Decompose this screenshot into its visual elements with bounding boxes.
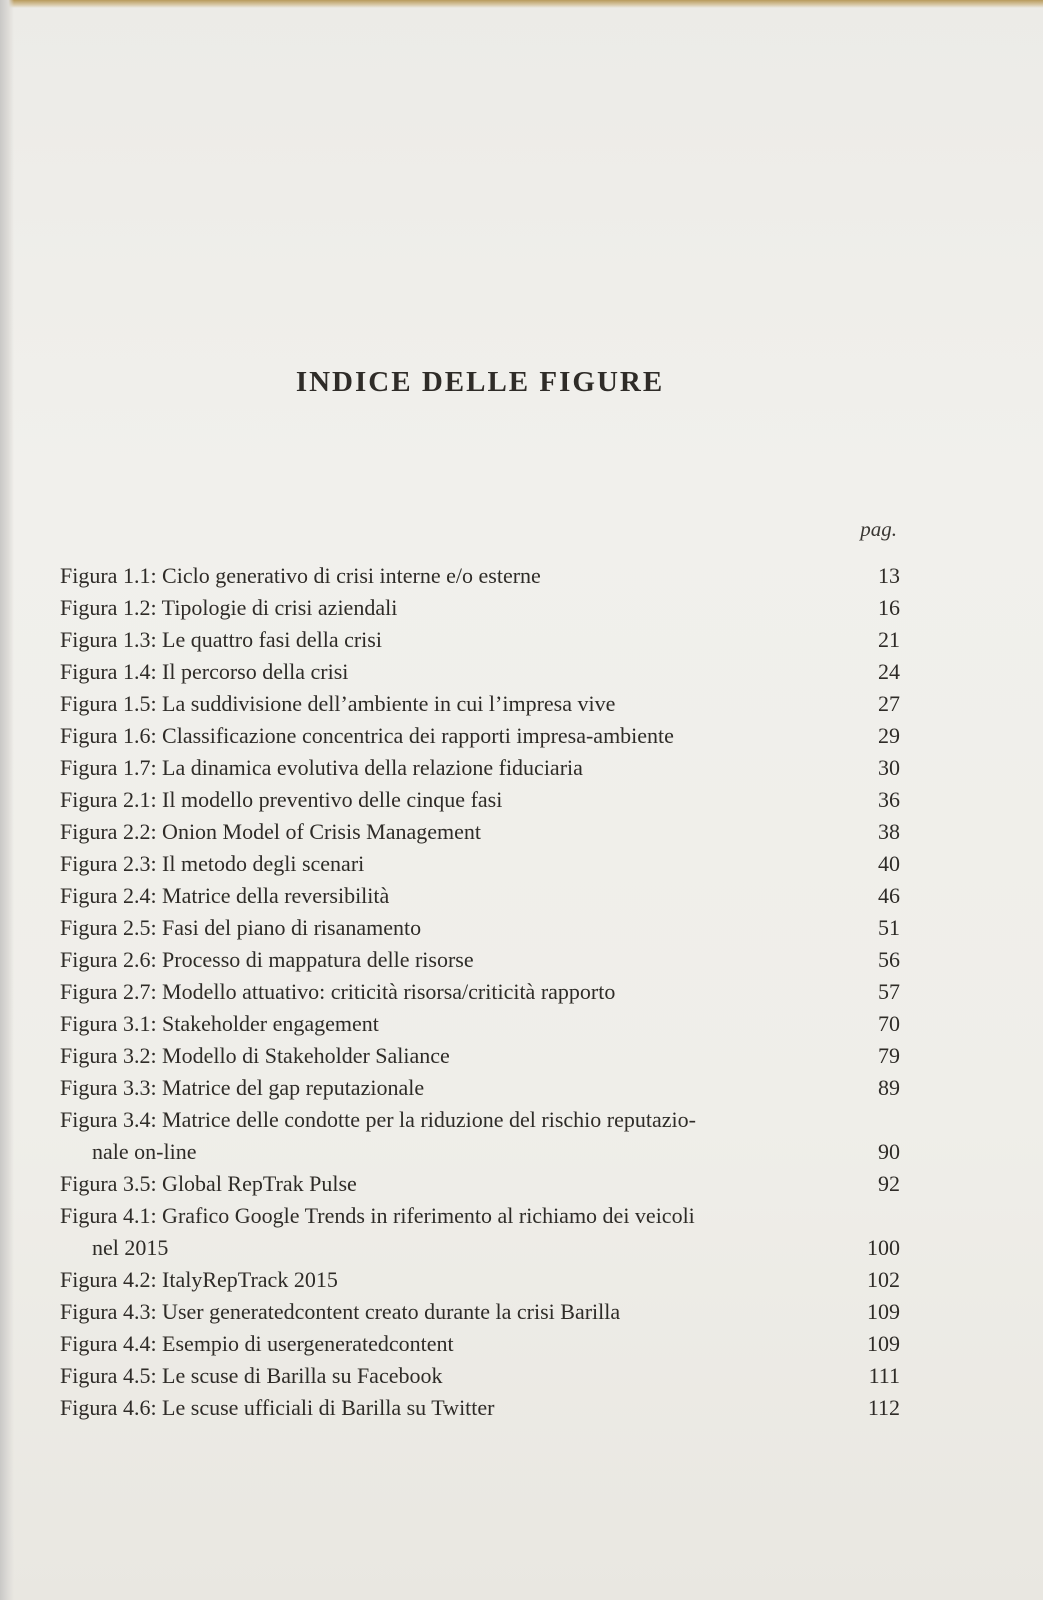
figure-entry-text — [60, 688, 840, 720]
figure-entry-label: Figura 3.2: Modello di Stakeholder Saliance — [60, 1043, 450, 1068]
figure-entry-label: Figura 2.4: Matrice della reversibilità — [60, 883, 390, 908]
figure-entry-text — [60, 1104, 840, 1168]
figure-index-entry — [60, 656, 900, 688]
figure-entry-label: Figura 4.2: ItalyRepTrack 2015 — [60, 1267, 338, 1292]
figure-entry-page-number: 79 — [878, 1043, 900, 1068]
figure-entry-page-number: 13 — [878, 563, 900, 588]
figure-entry-text — [60, 1168, 840, 1200]
figure-index-entry — [60, 688, 900, 720]
figure-entry-page-number: 102 — [867, 1267, 900, 1292]
figure-entry-page-number: 36 — [878, 787, 900, 812]
figure-entry-page-number: 51 — [878, 915, 900, 940]
figure-entry-page-number: 16 — [878, 595, 900, 620]
figure-entry-label: Figura 3.1: Stakeholder engagement — [60, 1011, 379, 1036]
figure-entry-text — [60, 1072, 840, 1104]
figure-index-entry — [60, 1040, 900, 1072]
figure-index-entry — [60, 1168, 900, 1200]
figure-entry-page-number: 29 — [878, 723, 900, 748]
figure-entry-text — [60, 1296, 840, 1328]
figure-entry-label: Figura 1.2: Tipologie di crisi aziendali — [60, 595, 398, 620]
figure-entry-page-number: 57 — [878, 979, 900, 1004]
figure-index-entry — [60, 944, 900, 976]
figure-entry-text — [60, 1040, 840, 1072]
figure-entry-page-number: 109 — [867, 1299, 900, 1324]
figure-index-entry — [60, 1296, 900, 1328]
figure-entry-page-number: 24 — [878, 659, 900, 684]
page-binding-shadow — [0, 0, 14, 1600]
figure-entry-label: Figura 2.3: Il metodo degli scenari — [60, 851, 365, 876]
figure-entry-label: Figura 2.5: Fasi del piano di risanamento — [60, 915, 422, 940]
figure-entry-page-number: 109 — [867, 1331, 900, 1356]
figure-entry-text — [60, 560, 840, 592]
figure-index-entry — [60, 912, 900, 944]
figure-entry-page-number: 89 — [878, 1075, 900, 1100]
figure-entry-label: Figura 4.5: Le scuse di Barilla su Facebook — [60, 1363, 443, 1388]
figure-entry-label: Figura 3.4: Matrice delle condotte per la riduzione del rischio reputazio- — [60, 1107, 696, 1132]
figure-index-entry — [60, 720, 900, 752]
figure-entry-label: Figura 2.7: Modello attuativo: criticità risorsa/criticità rapporto — [60, 979, 616, 1004]
figure-index-entry — [60, 560, 900, 592]
figure-index-entry — [60, 976, 900, 1008]
figure-entry-text — [60, 592, 840, 624]
figure-entry-page-number: 40 — [878, 851, 900, 876]
figure-entry-text — [60, 880, 840, 912]
figure-entry-page-number: 21 — [878, 627, 900, 652]
figure-index-entry — [60, 1264, 900, 1296]
page-title: INDICE DELLE FIGURE — [295, 366, 665, 398]
figure-entry-page-number: 111 — [868, 1363, 900, 1388]
figure-entry-page-number: 56 — [878, 947, 900, 972]
figure-entry-text — [60, 752, 840, 784]
figure-entry-label: Figura 4.1: Grafico Google Trends in riferimento al richiamo dei veicoli — [60, 1203, 695, 1228]
figure-index-entry — [60, 1360, 900, 1392]
figure-entry-label: Figura 2.6: Processo di mappatura delle risorse — [60, 947, 474, 972]
figure-entry-label: Figura 4.3: User generatedcontent creato durante la crisi Barilla — [60, 1299, 621, 1324]
figure-entry-label-continuation: nel 2015 — [92, 1235, 169, 1260]
figure-index-entry — [60, 624, 900, 656]
figure-entry-page-number: 30 — [878, 755, 900, 780]
figure-index-entry — [60, 816, 900, 848]
figure-entry-page-number: 27 — [878, 691, 900, 716]
figure-index-entry — [60, 848, 900, 880]
figure-entry-label: Figura 1.4: Il percorso della crisi — [60, 659, 349, 684]
figure-entry-label: Figura 1.3: Le quattro fasi della crisi — [60, 627, 382, 652]
figure-entry-text — [60, 1264, 840, 1296]
figure-entry-label: Figura 2.1: Il modello preventivo delle cinque fasi — [60, 787, 503, 812]
figure-entry-page-number: 92 — [878, 1171, 900, 1196]
figure-entry-page-number: 100 — [867, 1235, 900, 1260]
figure-index-entry — [60, 880, 900, 912]
figure-entry-label: Figura 1.6: Classificazione concentrica dei rapporti impresa-ambiente — [60, 723, 674, 748]
page-top-edge — [0, 0, 1043, 8]
figure-entry-text — [60, 1392, 840, 1424]
figure-entry-page-number: 112 — [867, 1395, 900, 1420]
figure-entry-label: Figura 3.5: Global RepTrak Pulse — [60, 1171, 357, 1196]
figure-entry-text — [60, 1328, 840, 1360]
figure-entry-page-number: 46 — [878, 883, 900, 908]
figure-entry-text — [60, 720, 840, 752]
figure-entry-page-number: 90 — [878, 1139, 900, 1164]
figure-index-entry — [60, 1328, 900, 1360]
figure-entry-text — [60, 784, 840, 816]
page-column-label: pag. — [860, 517, 897, 541]
figure-entry-text — [60, 848, 840, 880]
figure-index-entry — [60, 1008, 900, 1040]
figure-entry-text — [60, 976, 840, 1008]
figure-entry-text — [60, 816, 840, 848]
figure-entry-label: Figura 1.7: La dinamica evolutiva della relazione fiduciaria — [60, 755, 583, 780]
figure-entry-label: Figura 4.4: Esempio di usergeneratedcontent — [60, 1331, 454, 1356]
figure-entry-page-number: 38 — [878, 819, 900, 844]
figure-entry-label-continuation: nale on-line — [92, 1139, 197, 1164]
figure-index-entry — [60, 1072, 900, 1104]
figure-entry-text — [60, 1008, 840, 1040]
figure-index-entry — [60, 1392, 900, 1424]
figure-entry-label: Figura 1.5: La suddivisione dell’ambiente in cui l’impresa vive — [60, 691, 616, 716]
figure-entry-text — [60, 1360, 840, 1392]
figure-entry-text — [60, 944, 840, 976]
figure-entry-text — [60, 624, 840, 656]
figure-index-list — [60, 560, 900, 1424]
figure-entry-text — [60, 656, 840, 688]
figure-index-entry — [60, 1104, 900, 1168]
figure-entry-label: Figura 2.2: Onion Model of Crisis Management — [60, 819, 482, 844]
figure-entry-label: Figura 1.1: Ciclo generativo di crisi interne e/o esterne — [60, 563, 541, 588]
figure-index-entry — [60, 1200, 900, 1264]
figure-entry-text — [60, 912, 840, 944]
figure-index-entry — [60, 592, 900, 624]
figure-entry-label: Figura 3.3: Matrice del gap reputazionale — [60, 1075, 425, 1100]
figure-entry-text — [60, 1200, 840, 1264]
figure-entry-page-number: 70 — [878, 1011, 900, 1036]
figure-index-entry — [60, 784, 900, 816]
figure-entry-label: Figura 4.6: Le scuse ufficiali di Barilla su Twitter — [60, 1395, 495, 1420]
figure-index-entry — [60, 752, 900, 784]
